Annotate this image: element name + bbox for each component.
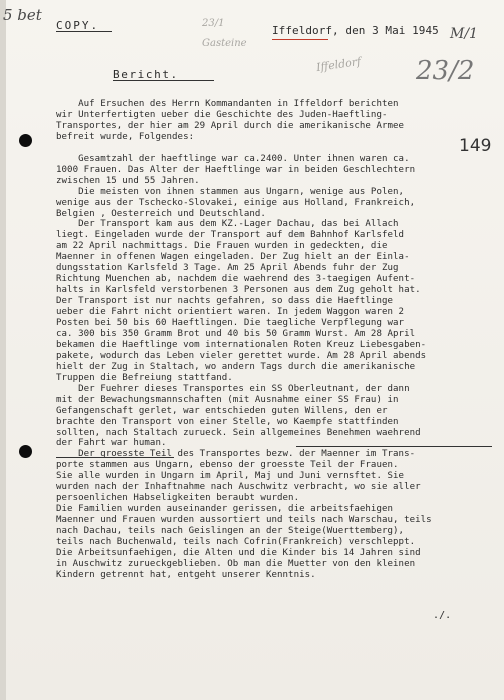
text-line: Richtung Muenchen ab, nachdem die waehrend des 3-taegigen Aufent- <box>56 274 416 285</box>
text-line: Der groesste Teil des Transportes bezw. der Maenner im Trans- <box>56 449 416 460</box>
text-line: wenige aus der Tschecko-Slovakei, einige aus Holland, Frankreich, <box>56 197 416 208</box>
text-line: am 22 April nachmittags. Die Frauen wurden in gedeckten, die <box>56 241 388 252</box>
text-line: Die Arbeitsunfaehigen, die Alten und die Kinder bis 14 Jahren sind <box>56 547 421 558</box>
text-line: der Fahrt war human. <box>56 438 167 449</box>
document-title: Bericht. <box>113 68 179 81</box>
pencil-ref: 23/1 <box>202 18 225 29</box>
text-line: wir Unterfertigten ueber die Geschichte des Juden-Haeftling- <box>56 109 388 120</box>
text-line: dungsstation Karlsfeld 3 Tage. Am 25 April Abends fuhr der Zug <box>56 263 399 274</box>
pencil-note: Iffeldorf <box>315 54 362 75</box>
text-line: bekamen die Haeftlinge vom internationalen Roten Kreuz Liebesgaben- <box>56 339 427 350</box>
text-line: teils nach Buchenwald, teils nach Cofrin(Frankreich) verschleppt. <box>56 537 416 547</box>
text-line: Sie alle wurden in Ungarn im April, Maj und Juni vernsftet. Sie <box>56 471 405 482</box>
copy-underline <box>56 31 112 32</box>
copy-label: COPY. <box>56 19 100 32</box>
pencil-note: Gasteine <box>202 38 247 49</box>
text-line: Kindern getrennt hat, entgeht unserer Kenntnis. <box>56 569 316 580</box>
text-line: sollten, nach Staltach zurueck. Sein allgemeines Benehmen waehrend <box>56 427 421 438</box>
sentence-underline <box>296 446 492 447</box>
text-line: brachte den Transport von einer Stelle, wo Kaempfe stattfinden <box>56 416 399 427</box>
title-underline <box>113 80 214 81</box>
text-line: Transportes, der hier am 29 April durch die amerikanische Armee <box>56 120 405 131</box>
text-line: Der Transport ist nur nachts gefahren, so dass die Haeftlinge <box>56 296 394 307</box>
text-line: mit der Bewachungsmannschaften (mit Ausnahme einer SS Frau) in <box>56 394 399 405</box>
handwritten-note-topleft: 5 bet <box>3 6 42 24</box>
text-line: ca. 300 bis 350 Gramm Brot und 40 bis 50 Gramm Wurst. Am 28 April <box>56 328 416 339</box>
text-line: Der Fuehrer dieses Transportes ein SS Oberleutnant, der dann <box>56 383 410 394</box>
text-line: zwischen 15 und 55 Jahren. <box>56 175 200 186</box>
text-line: Maenner in offenen Wagen eingeladen. Der Zug hielt an der Einla- <box>56 252 410 263</box>
page-edge <box>0 0 6 700</box>
text-line: pakete, wodurch das Leben vieler gerettet wurde. Am 28 April abends <box>56 350 427 361</box>
text-line: liegt. Eingeladen wurde der Transport auf dem Bahnhof Karlsfeld <box>56 230 405 241</box>
punch-hole <box>19 134 32 147</box>
text-line: persoenlichen Habseligkeiten beraubt wurden. <box>56 493 300 504</box>
text-line: Die Familien wurden auseinander gerissen, die arbeitsfaehigen <box>56 504 394 515</box>
text-line: Truppen die Befreiung stattfand. <box>56 372 233 383</box>
text-line: Maenner und Frauen wurden aussortiert und teils nach Warschau, teils <box>56 515 432 526</box>
end-mark: ./. <box>433 610 452 621</box>
text-line: 1000 Frauen. Das Alter der Haeftlinge war in beiden Geschlechtern <box>56 164 416 175</box>
text-line: in Auschwitz zurueckgeblieben. Ob man die Muetter von den kleinen <box>56 558 416 569</box>
text-line: ueber die Fahrt nicht orientiert waren. In jedem Waggon waren 2 <box>56 307 405 318</box>
handwritten-ref-number: 23/2 <box>416 56 475 86</box>
text-line: Gesamtzahl der haeftlinge war ca.2400. Unter ihnen waren ca. <box>56 153 410 164</box>
text-line: Gefangenschaft gerlet, war entschieden guten Willens, den er <box>56 405 388 416</box>
text-line: Die meisten von ihnen stammen aus Ungarn, wenige aus Polen, <box>56 186 405 197</box>
sentence-underline <box>56 457 174 458</box>
text-line: Posten bei 50 bis 60 Haeftlingen. Die taegliche Verpflegung war <box>56 318 405 328</box>
text-line: halts in Karlsfeld verstorbenen 3 Personen aus dem Zug geholt hat. <box>56 285 421 296</box>
text-line: Der Transport kam aus dem KZ.-Lager Dachau, das bei Allach <box>56 219 399 230</box>
handwritten-mark: M/1 <box>450 26 478 42</box>
text-line: nach Dachau, teils nach Geislingen an der Steige(Wuerttemberg), <box>56 526 405 537</box>
text-line: befreit wurde, Folgendes: <box>56 131 195 142</box>
punch-hole <box>19 445 32 458</box>
date-underline-red <box>272 39 328 40</box>
text-line: Auf Ersuchen des Herrn Kommandanten in Iffeldorf berichten <box>56 99 399 109</box>
date-line: Iffeldorf, den 3 Mai 1945 <box>272 24 439 37</box>
text-line: Belgien , Oesterreich und Deutschland. <box>56 208 266 219</box>
text-line: porte stammen aus Ungarn, ebenso der groesste Teil der Frauen. <box>56 460 399 471</box>
page-number: 149 <box>459 136 492 156</box>
text-line: hielt der Zug in Staltach, wo andern Tags durch die amerikanische <box>56 361 416 372</box>
text-line: wurden nach der Inhaftnahme nach Auschwitz verbracht, wo sie aller <box>56 482 421 493</box>
